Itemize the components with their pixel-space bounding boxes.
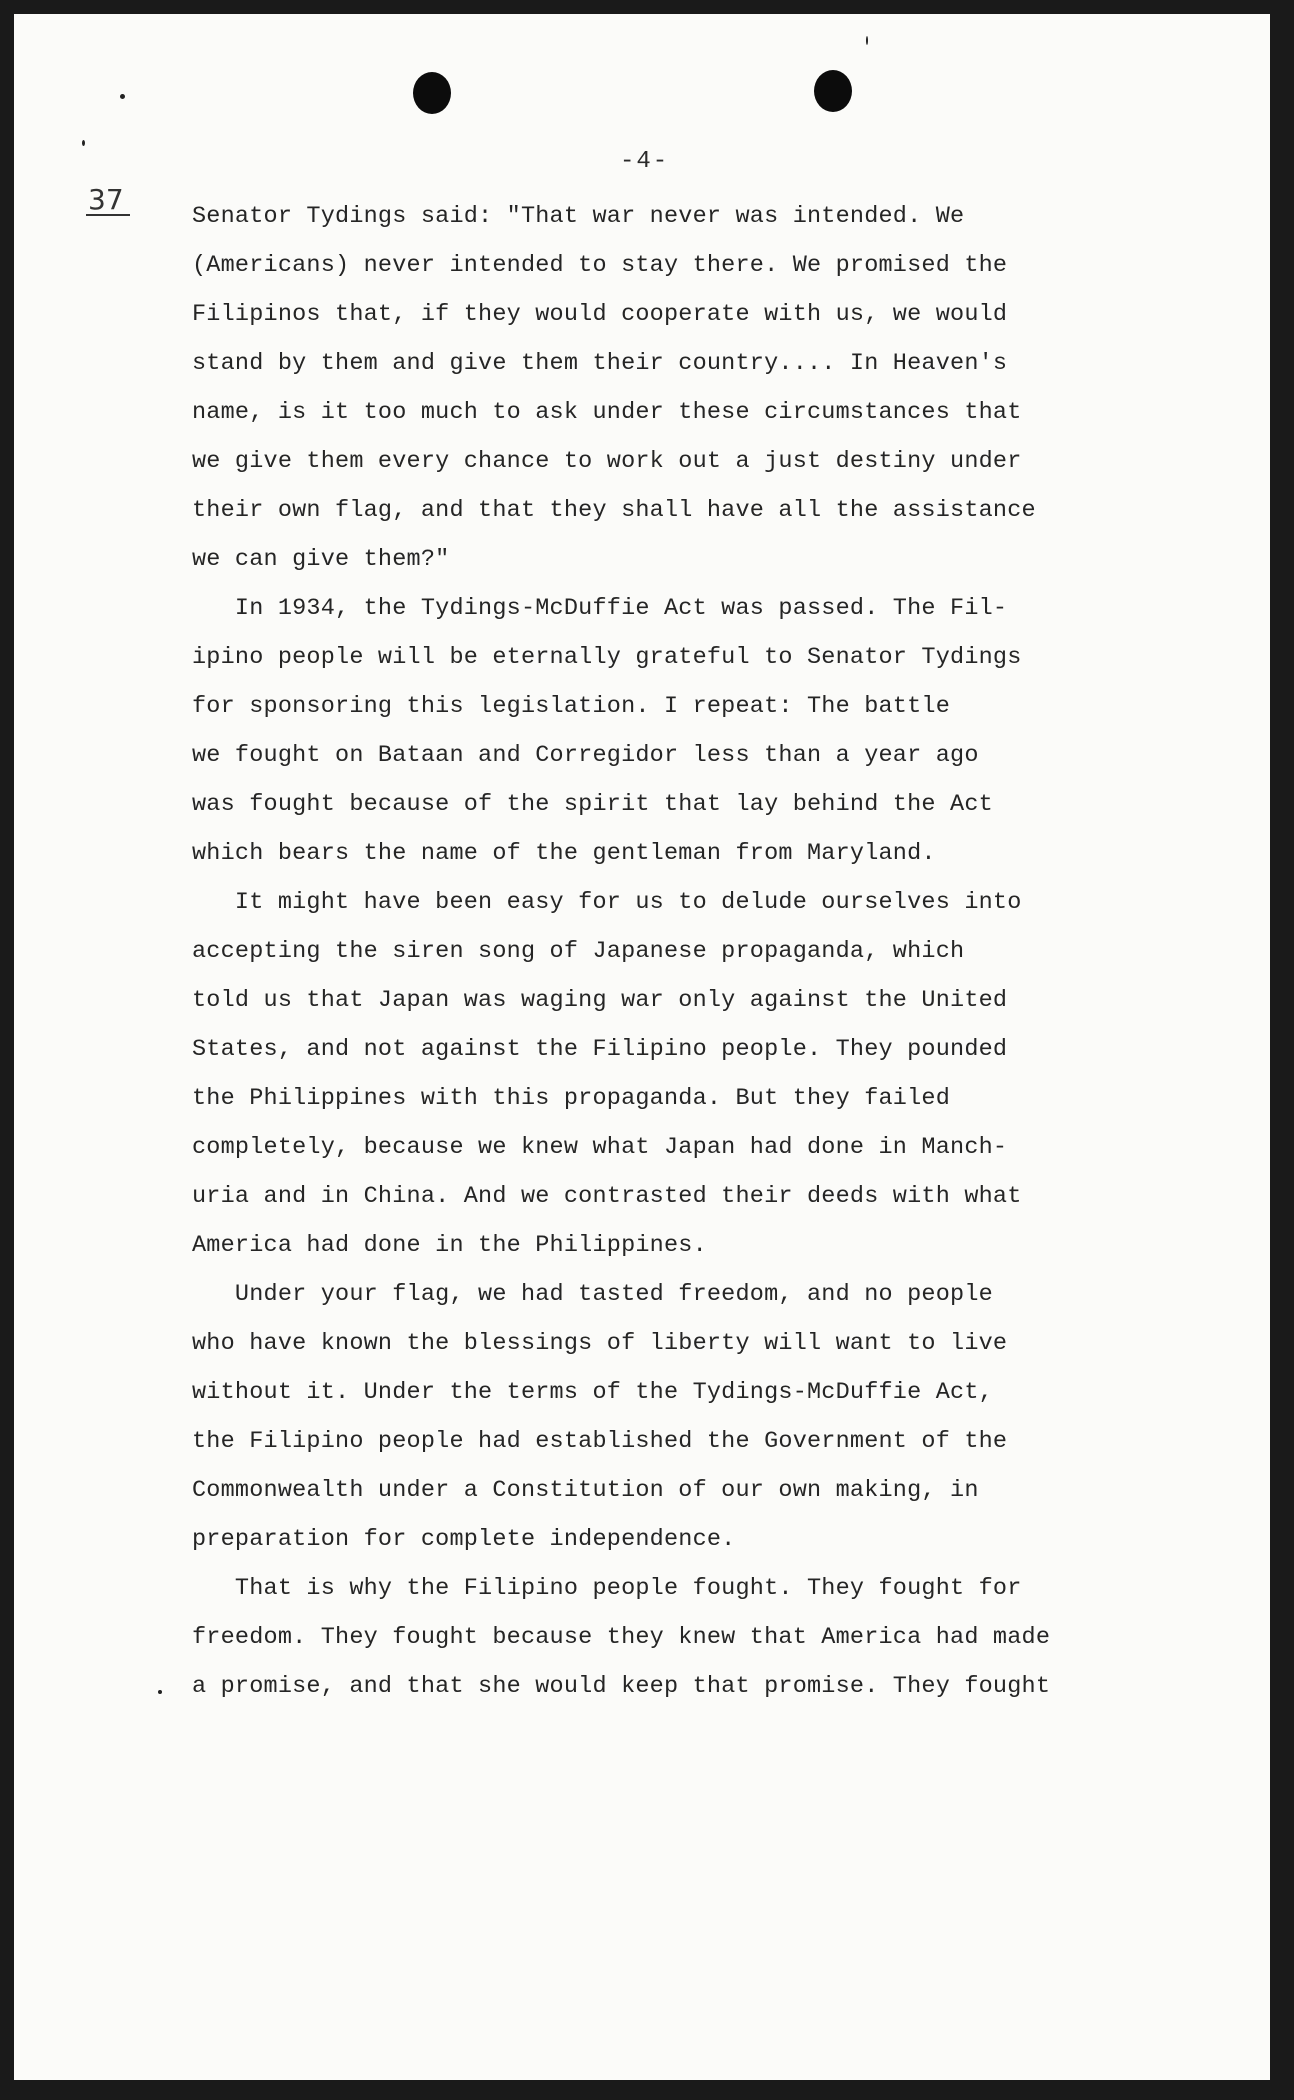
text-line: Filipinos that, if they would cooperate with us, we would xyxy=(192,301,1008,328)
body-text xyxy=(192,192,1112,1711)
text-line: In 1934, the Tydings-McDuffie Act was passed. The Fil- xyxy=(192,595,1008,622)
text-line: stand by them and give them their country.... In Heaven's xyxy=(192,350,1008,377)
text-line: we fought on Bataan and Corregidor less than a year ago xyxy=(192,742,979,769)
document-page xyxy=(14,14,1270,2080)
text-line: a promise, and that she would keep that promise. They fought xyxy=(192,1673,1051,1700)
paper-speck xyxy=(120,94,125,99)
text-line: told us that Japan was waging war only against the United xyxy=(192,987,1008,1014)
text-line: uria and in China. And we contrasted their deeds with what xyxy=(192,1183,1022,1210)
text-line: States, and not against the Filipino people. They pounded xyxy=(192,1036,1008,1063)
text-line: was fought because of the spirit that lay behind the Act xyxy=(192,791,993,818)
paper-speck xyxy=(82,140,85,146)
text-line: Under your flag, we had tasted freedom, and no people xyxy=(192,1281,993,1308)
paper-speck xyxy=(158,1690,162,1694)
text-line: the Philippines with this propaganda. But they failed xyxy=(192,1085,951,1112)
page-number: -4- xyxy=(620,148,670,175)
text-line: completely, because we knew what Japan had done in Manch- xyxy=(192,1134,1008,1161)
text-line: Commonwealth under a Constitution of our own making, in xyxy=(192,1477,979,1504)
punch-hole-left xyxy=(413,72,451,114)
text-line: That is why the Filipino people fought. They fought for xyxy=(192,1575,1022,1602)
text-line: their own flag, and that they shall have all the assistance xyxy=(192,497,1036,524)
margin-annotation: 37 xyxy=(86,186,130,216)
text-line: America had done in the Philippines. xyxy=(192,1232,707,1259)
text-line: we give them every chance to work out a just destiny under xyxy=(192,448,1022,475)
text-line: It might have been easy for us to delude ourselves into xyxy=(192,889,1022,916)
text-line: ipino people will be eternally grateful to Senator Tydings xyxy=(192,644,1022,671)
paper-speck xyxy=(866,36,868,45)
text-line: name, is it too much to ask under these circumstances that xyxy=(192,399,1022,426)
text-line: for sponsoring this legislation. I repeat: The battle xyxy=(192,693,951,720)
text-line: who have known the blessings of liberty will want to live xyxy=(192,1330,1008,1357)
text-line: without it. Under the terms of the Tydings-McDuffie Act, xyxy=(192,1379,993,1406)
text-line: (Americans) never intended to stay there. We promised the xyxy=(192,252,1008,279)
text-line: preparation for complete independence. xyxy=(192,1526,736,1553)
text-line: Senator Tydings said: "That war never was intended. We xyxy=(192,203,965,230)
text-line: we can give them?" xyxy=(192,546,450,573)
text-line: accepting the siren song of Japanese propaganda, which xyxy=(192,938,965,965)
text-line: which bears the name of the gentleman from Maryland. xyxy=(192,840,936,867)
text-line: freedom. They fought because they knew that America had made xyxy=(192,1624,1051,1651)
text-line: the Filipino people had established the Government of the xyxy=(192,1428,1008,1455)
punch-hole-right xyxy=(814,70,852,112)
